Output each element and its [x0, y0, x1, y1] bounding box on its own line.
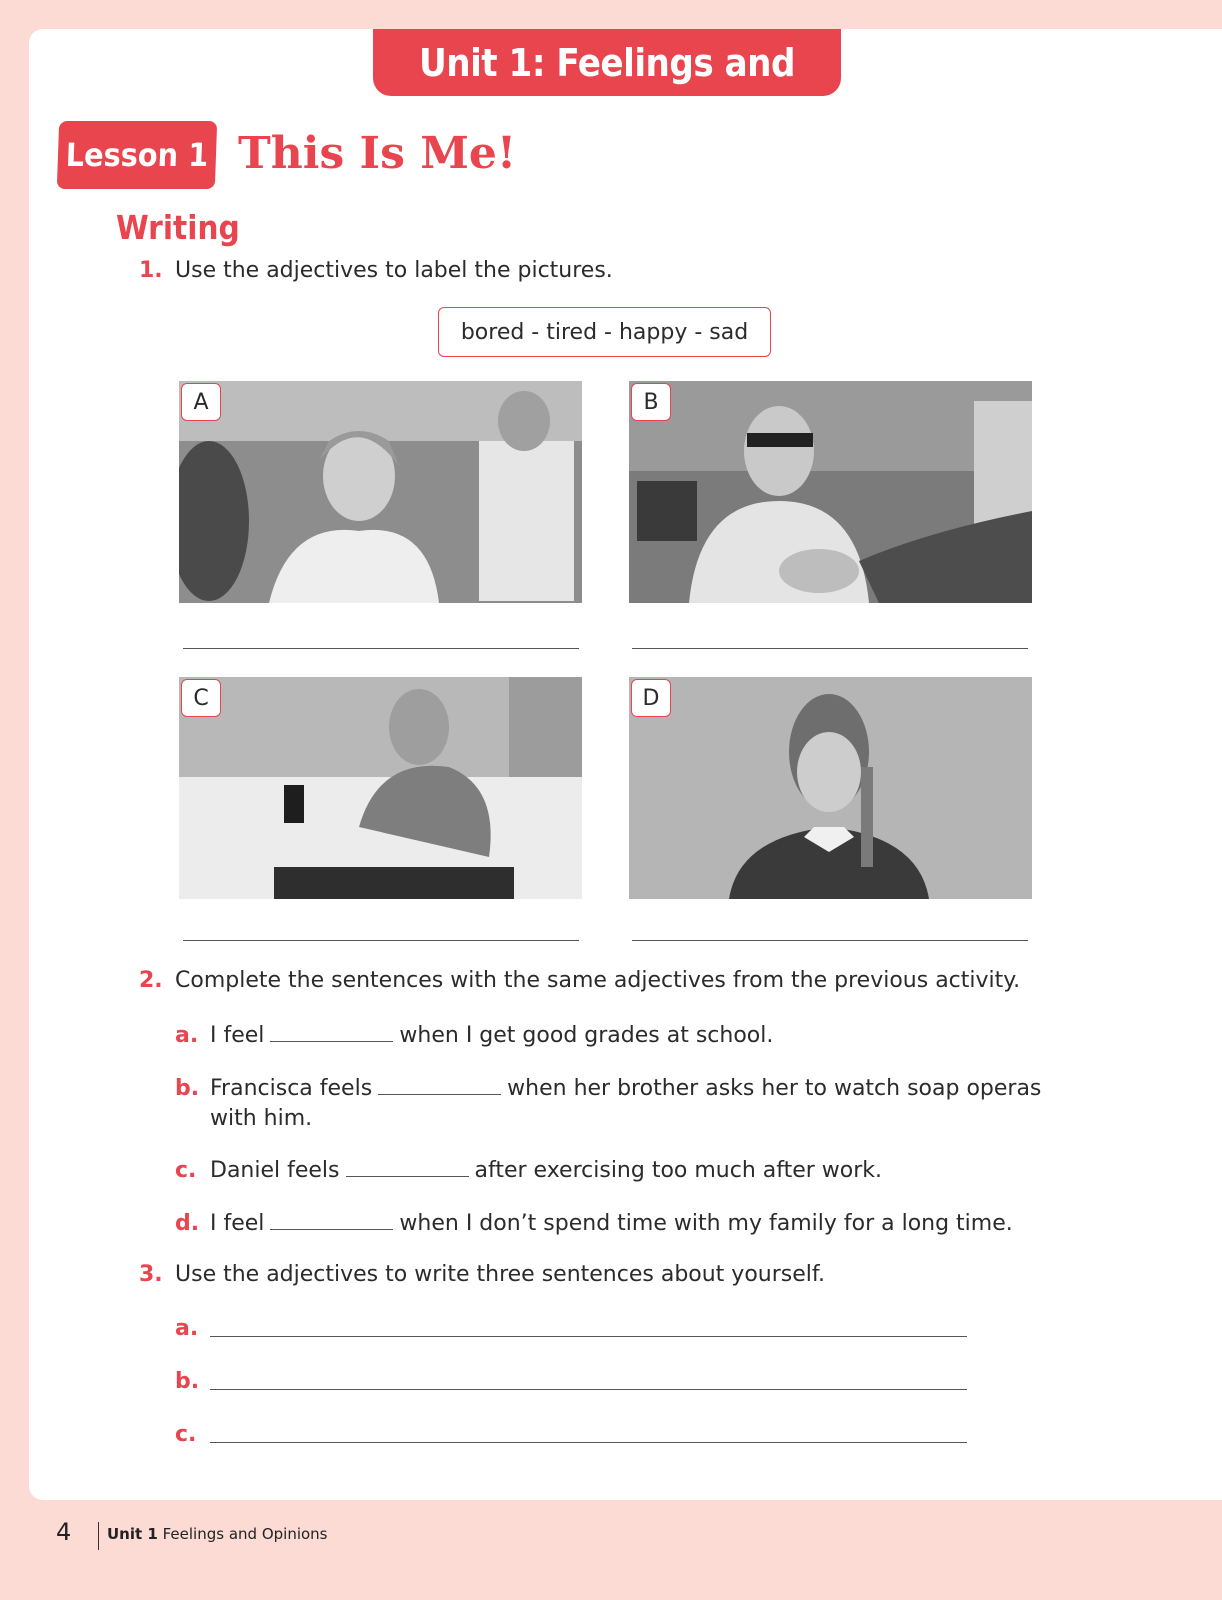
picture-letter: C	[181, 679, 221, 717]
item-letter: d.	[175, 1211, 200, 1236]
picture-d	[629, 677, 1032, 899]
picture-letter: A	[181, 383, 221, 421]
question-2	[139, 968, 1020, 993]
bored-man-photo	[179, 677, 582, 899]
footer-divider	[98, 1522, 99, 1550]
sentence-item-b	[175, 1074, 1041, 1134]
footer-title: Feelings and Opinions	[162, 1525, 328, 1543]
sentence-start: Daniel feels	[210, 1158, 340, 1183]
footer-unit-title	[107, 1525, 328, 1543]
item-letter: b.	[175, 1076, 200, 1101]
word-bank: bored - tired - happy - sad	[438, 307, 771, 357]
question-instruction: Use the adjectives to label the pictures.	[175, 258, 613, 283]
answer-line-a[interactable]	[183, 648, 579, 649]
question-1	[139, 258, 613, 283]
sentence-start: I feel	[210, 1211, 265, 1236]
sentence-item-a	[175, 1021, 773, 1051]
sentence-item-c	[175, 1156, 882, 1186]
sentence-item-d	[175, 1209, 1013, 1239]
picture-letter: D	[631, 679, 671, 717]
sentence-end: when I get good grades at school.	[399, 1023, 774, 1048]
picture-b	[629, 381, 1032, 603]
write-line-label: b.	[175, 1369, 200, 1394]
handshake-man-photo	[629, 381, 1032, 603]
yawning-woman-photo	[179, 381, 582, 603]
question-3	[139, 1262, 825, 1287]
page-number: 4	[56, 1518, 72, 1546]
write-line-label: c.	[175, 1422, 197, 1447]
fill-in-blank[interactable]	[346, 1158, 469, 1177]
item-letter: c.	[175, 1158, 197, 1183]
fill-in-blank[interactable]	[270, 1023, 393, 1042]
answer-line-d[interactable]	[632, 940, 1028, 941]
section-title: Writing	[116, 208, 240, 247]
sentence-end: after exercising too much after work.	[474, 1158, 883, 1183]
lesson-title: This Is Me!	[238, 128, 517, 179]
item-letter: a.	[175, 1023, 199, 1048]
picture-a	[179, 381, 582, 603]
question-number: 2.	[139, 968, 163, 993]
write-line-a[interactable]	[210, 1336, 967, 1337]
answer-line-c[interactable]	[183, 940, 579, 941]
write-line-b[interactable]	[210, 1389, 967, 1390]
write-line-c[interactable]	[210, 1442, 967, 1443]
sad-woman-photo	[629, 677, 1032, 899]
question-number: 3.	[139, 1262, 163, 1287]
sentence-end: when I don’t spend time with my family for a long time.	[399, 1211, 1013, 1236]
question-number: 1.	[139, 258, 163, 283]
picture-letter: B	[631, 383, 671, 421]
unit-banner: Unit 1: Feelings and Opinions	[373, 29, 841, 96]
write-line-label: a.	[175, 1316, 199, 1341]
sentence-end: when her brother asks her to watch soap operas	[507, 1076, 1042, 1101]
sentence-continuation: with him.	[210, 1106, 313, 1131]
fill-in-blank[interactable]	[270, 1211, 393, 1230]
fill-in-blank[interactable]	[378, 1076, 501, 1095]
picture-c	[179, 677, 582, 899]
lesson-badge: Lesson 1	[57, 121, 217, 189]
question-instruction: Use the adjectives to write three sentences about yourself.	[175, 1262, 826, 1287]
sentence-start: Francisca feels	[210, 1076, 373, 1101]
answer-line-b[interactable]	[632, 648, 1028, 649]
sentence-start: I feel	[210, 1023, 265, 1048]
footer-unit: Unit 1	[107, 1525, 158, 1543]
question-instruction: Complete the sentences with the same adjectives from the previous activity.	[175, 968, 1021, 993]
